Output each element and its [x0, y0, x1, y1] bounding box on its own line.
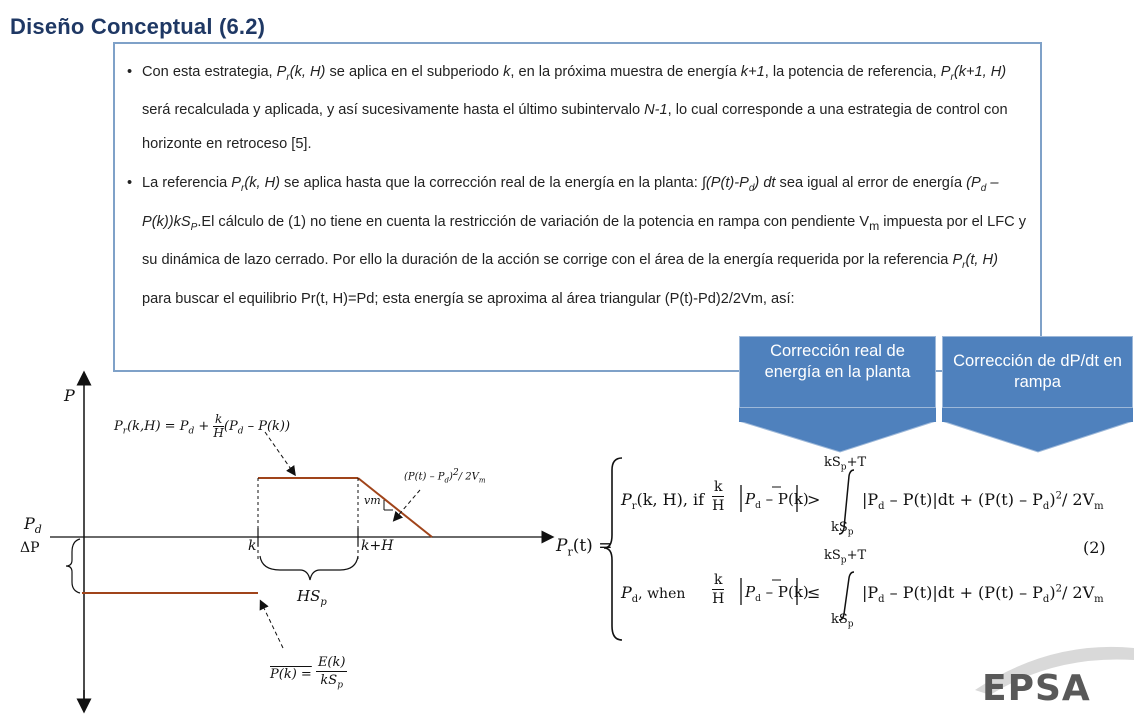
axis-label-p: P — [64, 386, 75, 405]
text: H — [213, 426, 224, 440]
eq-pr-kh: $P_r(k,H) = P_d$ + $\frac{k}{H}$ $(P_d - P(k))$ — [114, 412, 291, 440]
text: d — [34, 523, 42, 537]
text: P — [556, 536, 568, 556]
text: k+1 — [740, 64, 765, 80]
text: .El cálculo de (1) no tiene en cuenta la restricción de variación de la potencia en rampa con pendiente V — [197, 213, 870, 230]
text: m — [1094, 594, 1104, 606]
text: HS — [297, 587, 321, 605]
text: impuesta por el LFC y su dinámica de lazo cerrado. Por ello la duración de la acción se corrige con el área de la energía requerida por la referencia — [142, 213, 1027, 269]
text: (P — [966, 175, 981, 192]
text: P — [114, 419, 123, 434]
text: ) — [1049, 490, 1056, 509]
eq-row1-rel: > — [807, 490, 821, 509]
text: r — [962, 260, 966, 272]
text: ) dt — [754, 175, 776, 192]
text: / 2V — [1061, 490, 1095, 509]
text: p — [847, 619, 854, 630]
text: 2 — [452, 468, 459, 478]
text: P — [940, 64, 951, 80]
text: (k, H), if — [636, 490, 705, 509]
text: |P — [862, 583, 879, 602]
text: m — [869, 218, 880, 233]
text: P — [621, 583, 632, 602]
text: (P — [223, 419, 238, 434]
text: (k, H) — [289, 64, 326, 80]
text: (k,H) = P — [127, 419, 189, 434]
text: k — [714, 572, 723, 588]
text: P — [231, 175, 241, 192]
text: – P(k))kS — [142, 175, 999, 230]
text: Con esta estrategia, — [142, 64, 277, 80]
text: La referencia — [142, 175, 232, 192]
text: será recalculada y aplicada, y así sucesivamente hasta el último subintervalo — [142, 102, 645, 119]
delta-p-label: ΔP — [20, 540, 40, 556]
text: , la potencia de referencia, — [764, 64, 941, 80]
text: P — [24, 514, 35, 533]
text: P — [745, 490, 756, 508]
text: P — [952, 252, 963, 269]
text: d — [878, 594, 885, 606]
text: (k+1, H) — [953, 64, 1007, 80]
text: P — [621, 490, 632, 509]
text: m — [1094, 501, 1104, 513]
text: r — [240, 183, 245, 195]
text: d — [631, 594, 639, 606]
epsa-logo: EPSA — [982, 668, 1091, 709]
text: sea igual al error de energía — [775, 175, 967, 192]
text: m — [478, 476, 486, 485]
text: r — [567, 545, 573, 559]
text: P — [276, 64, 287, 80]
text: d — [980, 183, 987, 195]
text: se aplica hasta que la corrección real de la energía en la planta: — [280, 175, 702, 192]
text: H — [712, 498, 725, 514]
text: 2 — [1055, 583, 1062, 595]
text: – P(k) — [760, 583, 809, 601]
text: – P(k)) — [243, 419, 291, 434]
text: d — [878, 501, 885, 513]
text: ) — [449, 471, 453, 483]
text: |P — [862, 490, 879, 509]
text: p — [840, 462, 847, 473]
eq-number: (2) — [1083, 538, 1106, 557]
page-title: Diseño Conceptual (6.2) — [10, 14, 266, 39]
text: (P(t) – P — [404, 471, 445, 483]
text: kS — [831, 612, 848, 627]
text: p — [847, 527, 854, 538]
text: d — [755, 501, 761, 511]
text: – P(k) — [760, 490, 809, 508]
text: d — [748, 183, 755, 195]
text: para buscar el equilibrio Pr(t, H)=Pd; esta energía se aproxima al área triangular (P(t)-Pd)2/2Vm, así: — [142, 290, 795, 307]
text: r — [631, 501, 637, 513]
text: k — [714, 479, 723, 495]
text: N-1 — [644, 102, 668, 119]
text: kS — [320, 673, 338, 688]
text: , en la próxima muestra de energía — [510, 64, 741, 80]
text: ∫(P(t)-P — [701, 175, 749, 192]
text: H — [712, 591, 725, 607]
eq-triangle: $(P(t) - P_d)^2/$ $2V_m$ — [404, 468, 486, 485]
text: 2 — [1055, 490, 1062, 502]
text: r — [950, 71, 954, 83]
text: – P(t)|dt + (P(t) – P — [884, 583, 1043, 602]
text: P — [190, 221, 198, 233]
text: – P(t)|dt + (P(t) – P — [884, 490, 1043, 509]
text: +T — [846, 455, 867, 470]
text: r — [286, 71, 290, 83]
text: , lo cual corresponde a una estrategia de control con horizonte en retroceso [5]. — [142, 102, 1008, 152]
text: (t, H) — [965, 252, 998, 269]
k-label: k — [248, 538, 257, 554]
text: / 2V — [1061, 583, 1095, 602]
kh-label: k+H — [361, 538, 394, 554]
text: kS — [824, 455, 841, 470]
text: k — [503, 64, 511, 80]
text: se aplica en el subperiodo — [325, 64, 504, 80]
text: (t) = — [572, 536, 613, 556]
text: k — [215, 412, 223, 426]
text: d — [1042, 594, 1050, 606]
callout-ramp-correction: Corrección de dP/dt en rampa — [942, 336, 1133, 408]
text: d — [1042, 501, 1050, 513]
text: kS — [831, 520, 848, 535]
text: , when — [638, 586, 686, 602]
text: ) — [1049, 583, 1056, 602]
text: p — [840, 555, 847, 566]
text: kS — [824, 548, 841, 563]
eq-row2-rel: ≤ — [807, 583, 821, 602]
text: d — [755, 594, 761, 604]
text: / 2V — [458, 471, 479, 483]
text: (k, H) — [244, 175, 280, 192]
vm-label: vm — [364, 494, 381, 507]
eq-pbar: P(k) = E(k) $kS_p$ — [270, 655, 346, 691]
text: + — [194, 419, 214, 434]
callout-energy-correction: Corrección real de energía en la planta — [739, 336, 936, 408]
text: +T — [846, 548, 867, 563]
text: E(k) — [317, 655, 346, 670]
text: P — [745, 583, 756, 601]
text: p — [320, 597, 327, 608]
text: P(k) = — [270, 666, 312, 682]
